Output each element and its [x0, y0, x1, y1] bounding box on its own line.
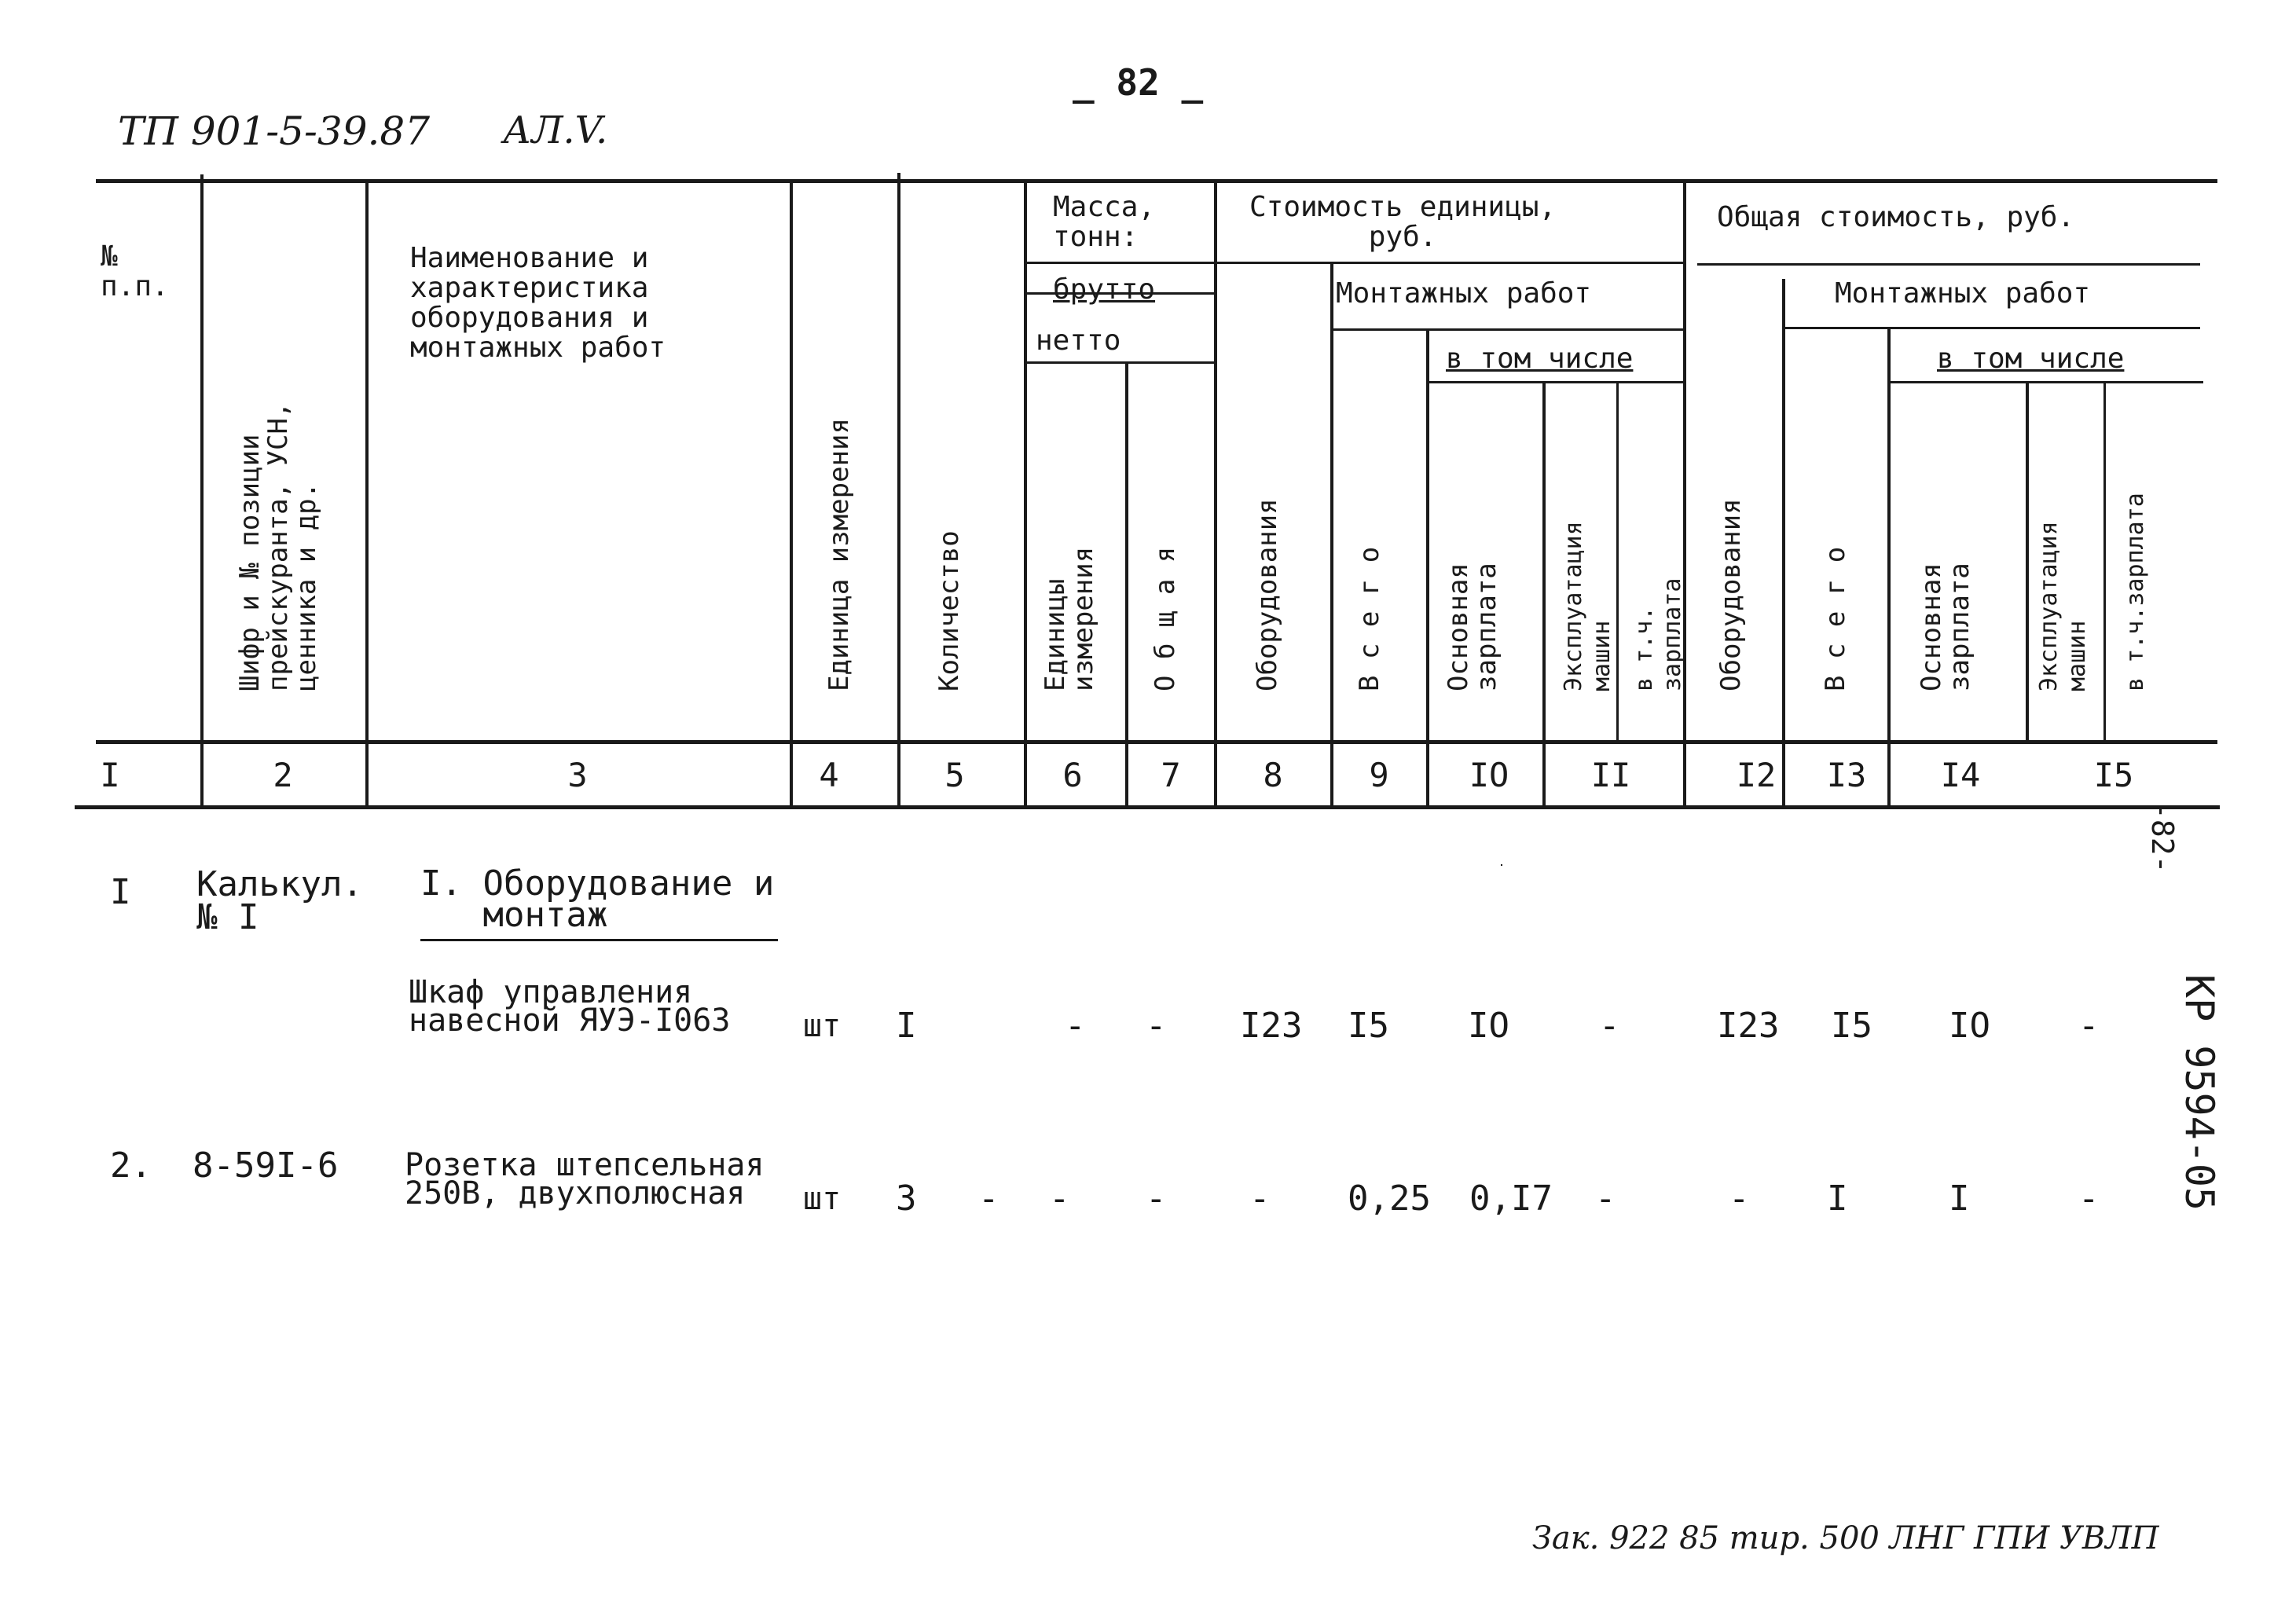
header-install-works-total: Монтажных работ	[1835, 277, 2091, 310]
header-base-salary-total: Основная зарплата	[1916, 563, 1975, 691]
header-quantity: Количество	[933, 530, 965, 691]
header-install-works: Монтажных работ	[1336, 277, 1592, 310]
header-unit: Единица измерения	[823, 418, 855, 691]
col-number: I2	[1736, 756, 1777, 794]
header-equipment-total: Оборудования	[1715, 498, 1747, 691]
total-total: I5	[1831, 1006, 1872, 1046]
col-number: IO	[1469, 756, 1509, 794]
header-row-number: № п.п.	[101, 240, 169, 302]
col-number: 8	[1263, 756, 1283, 794]
unit-machine: -	[1595, 1179, 1616, 1219]
header-mass: Масса, тонн:	[1053, 191, 1156, 253]
header-machine-operation-total: Эксплуатация машин	[2035, 521, 2091, 691]
side-page-code: -82-	[2145, 801, 2180, 874]
header-base-salary: Основная зарплата	[1443, 563, 1502, 691]
unit-equipment: I23	[1240, 1006, 1303, 1046]
header-mass-total: О б щ а я	[1150, 546, 1181, 691]
col-number: 6	[1062, 756, 1083, 794]
doc-code: ТП 901-5-39.87	[118, 108, 431, 154]
side-stamp: КР 9594-05	[2177, 974, 2222, 1212]
unit: шт	[803, 1181, 842, 1217]
quantity: 3	[896, 1179, 917, 1219]
total-machine: -	[2078, 1179, 2100, 1219]
mass-total: -	[1146, 1179, 1167, 1219]
mass-unit: -	[1049, 1179, 1070, 1219]
page-number: _ 82 _	[1073, 61, 1204, 104]
footer-note: Зак. 922 85 тир. 500 ЛНГ ГПИ УВЛП	[1532, 1520, 2159, 1556]
position-code: Калькул. № I	[196, 864, 363, 937]
total-total: I	[1827, 1179, 1848, 1219]
quantity-dash: -	[978, 1179, 999, 1219]
header-incl-total: в том числе	[1937, 343, 2125, 375]
album-code: АЛ.V.	[503, 108, 608, 152]
row-number: I	[110, 872, 131, 912]
total-machine: -	[2078, 1006, 2100, 1046]
mass-unit: -	[1065, 1006, 1086, 1046]
position-code: 8-59I-6	[193, 1146, 339, 1186]
header-mass-unit: Единицы измерения	[1040, 546, 1099, 691]
col-number: 4	[819, 756, 839, 794]
quantity: I	[896, 1006, 917, 1046]
item-name: Шкаф управления навесной ЯУЭ-I063	[409, 974, 731, 1039]
header-brutto: брутто	[1053, 273, 1156, 306]
unit-machine: -	[1599, 1006, 1620, 1046]
col-number: 5	[944, 756, 965, 794]
unit-equipment: -	[1249, 1179, 1271, 1219]
unit: шт	[803, 1008, 842, 1044]
header-netto: нетто	[1036, 324, 1121, 357]
header-equipment: Оборудования	[1252, 498, 1283, 691]
unit-total: I5	[1348, 1006, 1389, 1046]
total-equipment: -	[1729, 1179, 1750, 1219]
section-title: I. Оборудование и монтаж	[420, 863, 775, 935]
header-total-2: В с е г о	[1820, 546, 1851, 691]
col-number: II	[1590, 756, 1631, 794]
unit-base-salary: IO	[1468, 1006, 1509, 1046]
col-number: 2	[273, 756, 293, 794]
total-base-salary: IO	[1949, 1006, 1990, 1046]
header-incl-salary: в т.ч. зарплата	[1630, 577, 1686, 691]
col-number: I4	[1940, 756, 1981, 794]
col-number: 7	[1161, 756, 1181, 794]
header-position-code: Шифр и № позиции прейскуранта, УСН, ценника и др.	[234, 401, 322, 691]
header-unit-cost: Стоимость единицы, руб.	[1249, 191, 1557, 253]
unit-total: 0,25	[1348, 1179, 1431, 1219]
header-machine-operation: Эксплуатация машин	[1560, 521, 1616, 691]
header-total-cost: Общая стоимость, руб.	[1717, 201, 2075, 233]
total-base-salary: I	[1949, 1179, 1970, 1219]
item-name: Розетка штепсельная 250В, двухполюсная	[405, 1147, 765, 1212]
mass-total: -	[1146, 1006, 1167, 1046]
header-total: В с е г о	[1354, 546, 1385, 691]
col-number: I	[100, 756, 120, 794]
col-number: I3	[1826, 756, 1867, 794]
header-name: Наименование и характеристика оборудования и монтажных работ	[410, 242, 666, 364]
col-number: 9	[1369, 756, 1389, 794]
total-equipment: I23	[1717, 1006, 1780, 1046]
header-incl: в том числе	[1446, 343, 1634, 375]
col-number: I5	[2093, 756, 2134, 794]
header-incl-salary-total: в т.ч.зарплата	[2122, 493, 2149, 691]
row-number: 2.	[110, 1146, 152, 1186]
unit-base-salary: 0,I7	[1469, 1179, 1553, 1219]
col-number: 3	[567, 756, 588, 794]
